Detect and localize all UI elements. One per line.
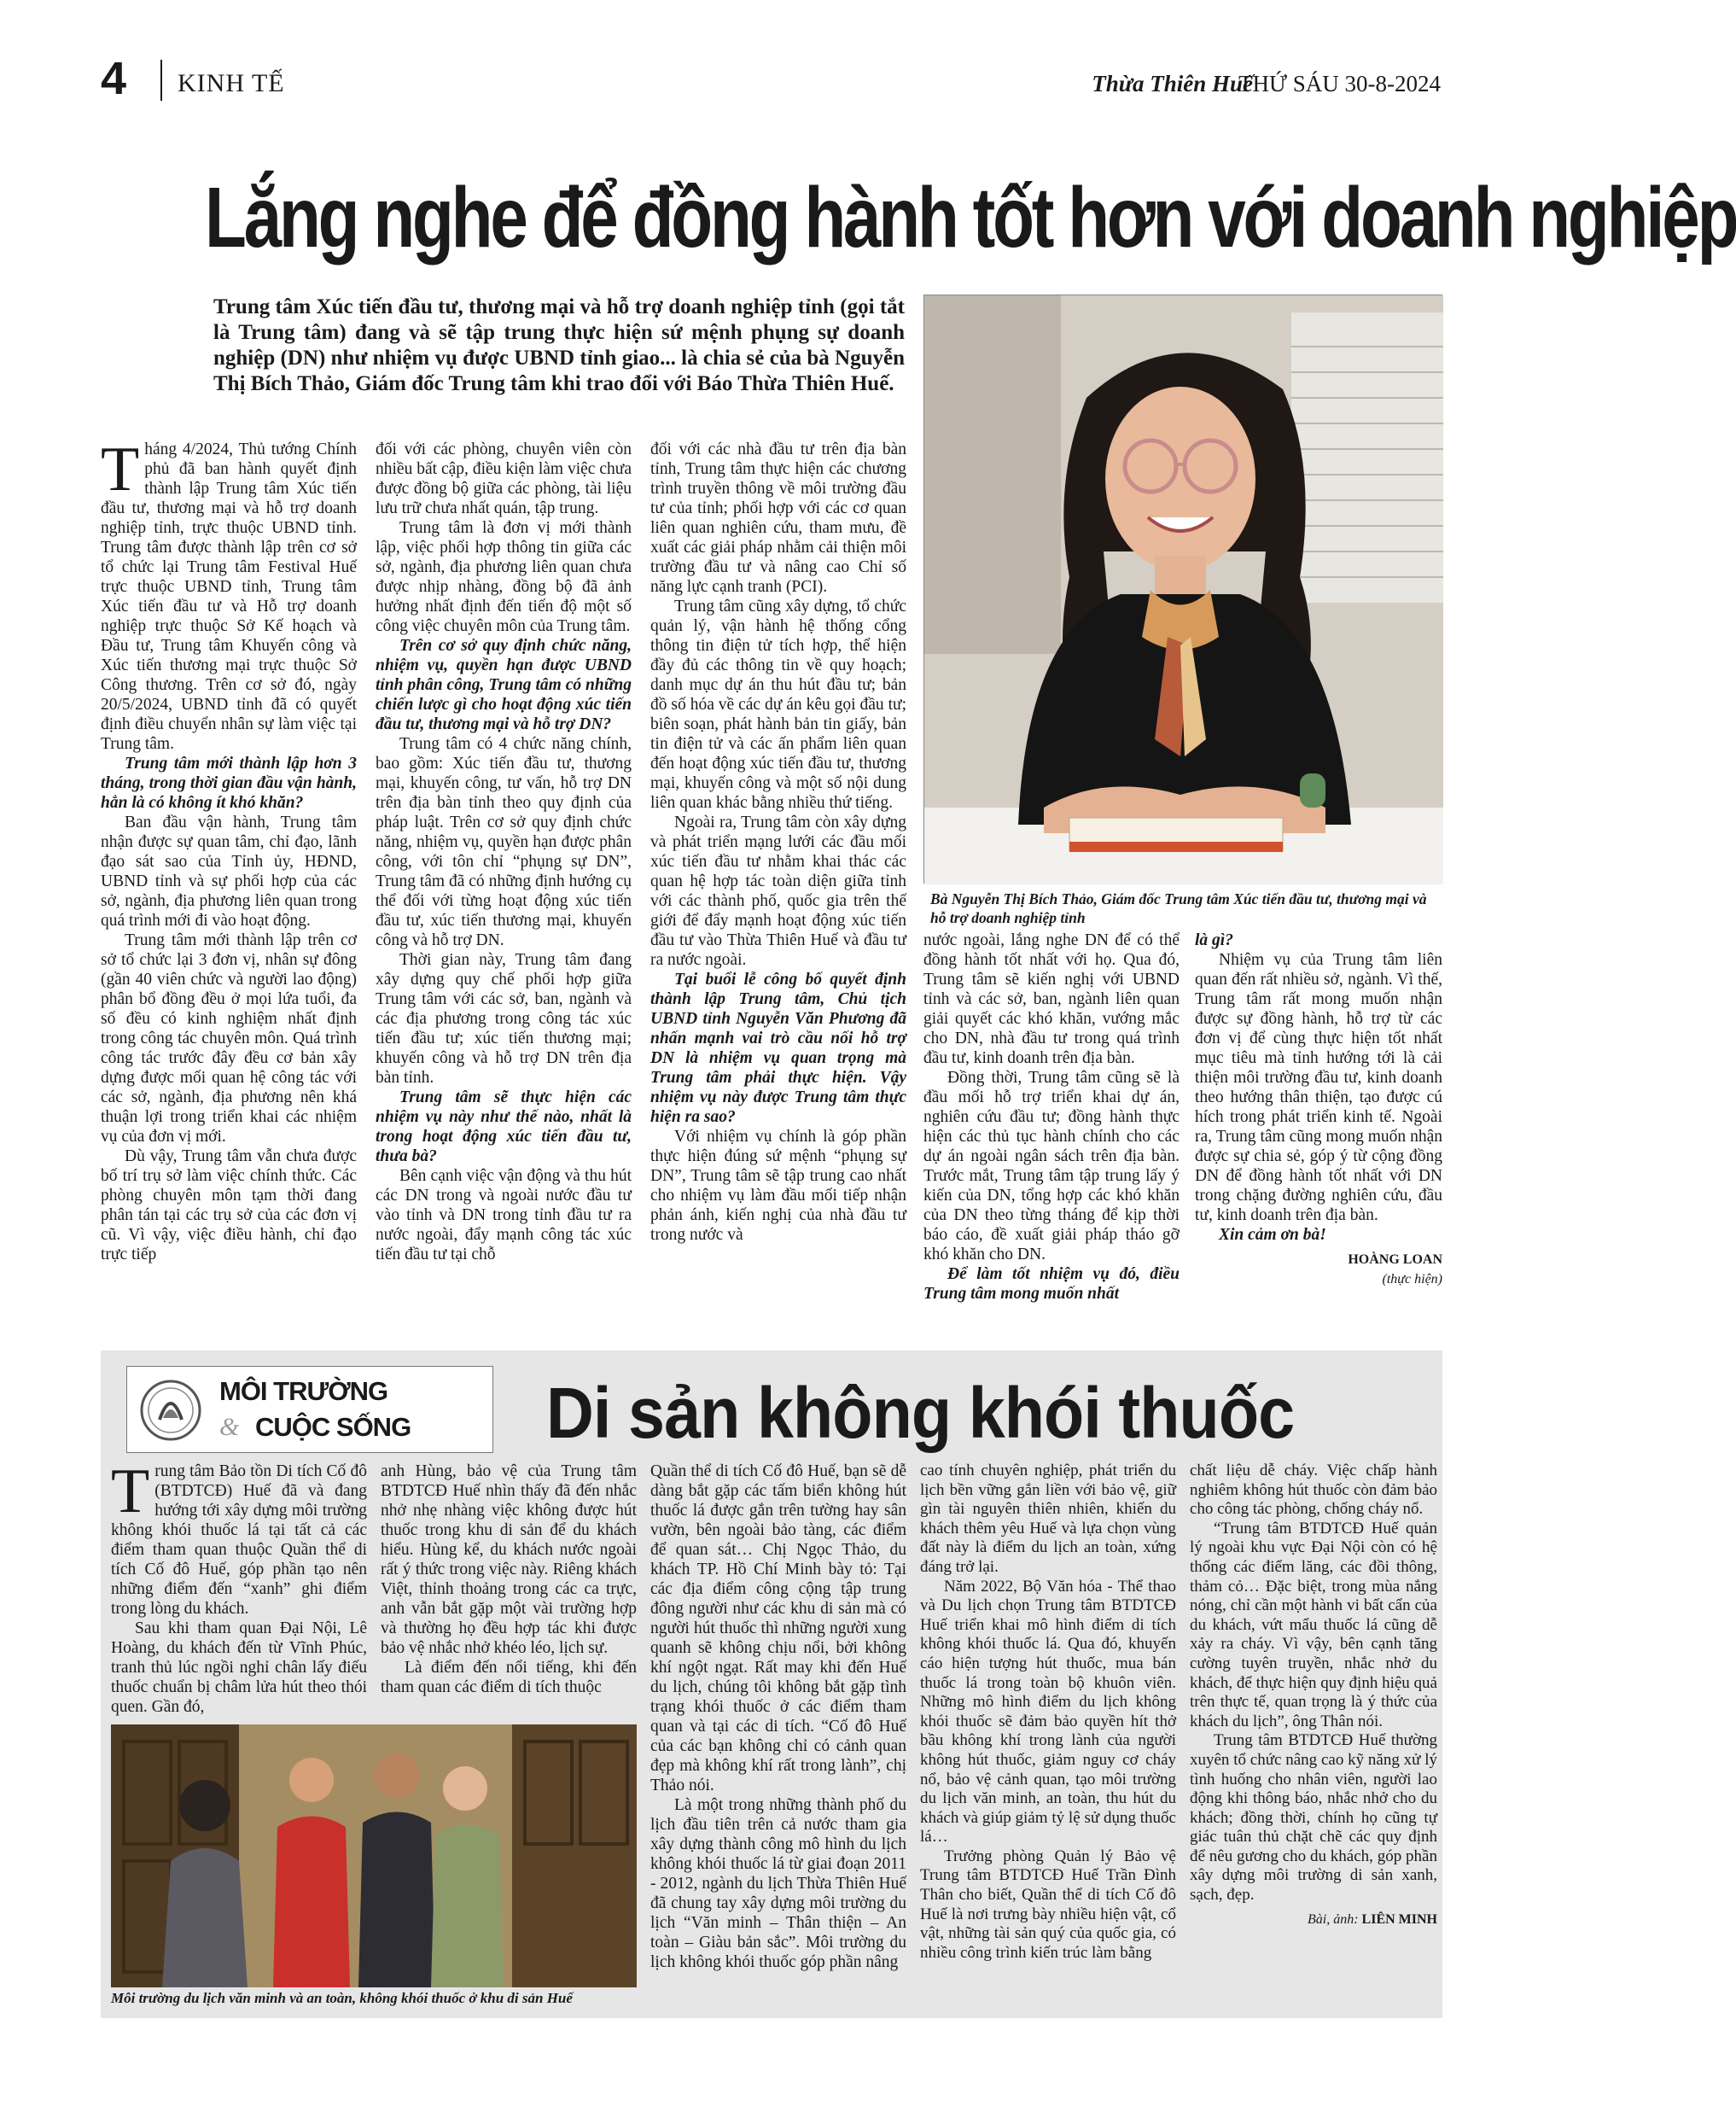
article1-column-5 — [1195, 931, 1442, 1340]
tourists-illustration — [111, 1724, 637, 1987]
byline — [1190, 1911, 1437, 1930]
byline-name: LIÊN MINH — [1361, 1911, 1437, 1927]
article1-column-1 — [101, 435, 357, 1340]
paragraph: Trung tâm BTDTCĐ Huế thường xuyên tổ chức nâng cao kỹ năng xử lý tình huống cho nhân viên, người lao động khi thông báo, nhắc nhở cho du khách; đồng thời, chính họ cũng tự giác tuân thủ chặt chẽ các quy định để nêu gương cho du khách, góp phần xây dựng môi trường di sản xanh, sạch, đẹp. — [1190, 1731, 1437, 1905]
paragraph: Nhiệm vụ của Trung tâm liên quan đến rất nhiều sở, ngành. Vì thế, Trung tâm rất mong muốn nhận được sự đồng hành, hỗ trợ từ các đơn vị để cùng thực hiện tốt nhất mục tiêu mà tỉnh hướng tới là cải thiện môi trường đầu tư, kinh doanh theo hướng thân thiện, tạo được cú hích trong phát triển kinh tế. Ngoài ra, Trung tâm cũng mong muốn nhận được sự chia sẻ, góp ý từ cộng đồng DN để đồng hành tốt nhất với DN trong chặng đường nghiên cứu, đầu tư, kinh doanh trên địa bàn. — [1195, 951, 1442, 1224]
page-number: 4 — [101, 53, 127, 104]
paragraph: Đồng thời, Trung tâm cũng sẽ là đầu mối hỗ trợ triển khai dự án, nghiên cứu đầu tư; đồng hành thực hiện các thủ tục hành chính cho các dự án ngoài ngân sách trên địa bàn. Trước mắt, Trung tâm tập trung lấy ý kiến của DN, tổng hợp các khó khăn của DN theo từng tháng để kịp thời báo cáo, đề xuất giải pháp tháo gỡ khó khăn cho DN. — [923, 1069, 1180, 1263]
paragraph: rung tâm Bảo tồn Di tích Cố đô (BTDTCĐ) Huế đã và đang hướng tới xây dựng môi trường không khói thuốc lá tại tất cả các điểm tham quan thuộc Quần thể di tích Cố đô Huế, góp phần tạo nên những điểm đến “xanh” ghi điểm trong lòng du khách. — [111, 1462, 367, 1618]
interview-question: Trung tâm mới thành lập hơn 3 tháng, trong thời gian đầu vận hành, hẳn là có không ít khó khăn? — [101, 755, 357, 812]
interview-question: là gì? — [1195, 931, 1233, 949]
article1-lead: Trung tâm Xúc tiến đầu tư, thương mại và hỗ trợ doanh nghiệp tỉnh (gọi tắt là Trung tâm) đang và sẽ tập trung thực hiện sứ mệnh phụng sự doanh nghiệp (DN) như nhiệm vụ được UBND tỉnh giao... là chia sẻ của bà Nguyễn Thị Bích Thảo, Giám đốc Trung tâm khi trao đổi với Báo Thừa Thiên Huế. — [213, 295, 905, 395]
paragraph: “Trung tâm BTDTCĐ Huế quản lý ngoài khu vực Đại Nội còn có hệ thống các điểm lăng, các đồi thông, thảm cỏ… Đặc biệt, trong mùa nắng nóng, chỉ cần một hành vi bất cẩn của du khách, vứt mẩu thuốc lá cũng dễ xảy ra cháy. Vì vậy, bên cạnh tăng cường tuyên truyền, nhắc nhở du khách, để thực hiện quy định hiệu quả trên thực tế, quan trọng là ý thức của khách du lịch”, ông Thân nói. — [1190, 1519, 1437, 1730]
closing-thanks: Xin cảm ơn bà! — [1219, 1226, 1326, 1244]
interview-question: Để làm tốt nhiệm vụ đó, điều Trung tâm mong muốn nhất — [923, 1265, 1180, 1303]
author-note: (thực hiện) — [1382, 1272, 1442, 1287]
paragraph: chất liệu dễ cháy. Việc chấp hành nghiêm không hút thuốc còn đảm bảo cho công tác phòng, chống cháy nổ. — [1190, 1462, 1437, 1519]
drop-cap: T — [101, 435, 140, 505]
paragraph: anh Hùng, bảo vệ của Trung tâm BTDTCĐ Huế nhìn thấy đã đến nhắc nhở nhẹ nhàng việc không được hút thuốc trong khu di sản để du khách hiểu. Hùng kể, du khách nước ngoài rất ý thức trong việc này. Riêng khách Việt, thỉnh thoảng trong các ca trực, anh vẫn bắt gặp một vài trường hợp và thường họ đều hợp tác khi được bảo vệ nhắc nhở khéo léo, lịch sự. — [381, 1462, 637, 1657]
interview-question: Trên cơ sở quy định chức năng, nhiệm vụ, quyền hạn được UBND tỉnh phân công, Trung tâm có những chiến lược gì cho hoạt động xúc tiến đầu tư, thương mại và hỗ trợ DN? — [376, 637, 632, 733]
paragraph: Dù vậy, Trung tâm vẫn chưa được bố trí trụ sở làm việc chính thức. Các phòng chuyên môn tạm thời đang phân tán tại các trụ sở của các đơn vị cũ. Vì vậy, việc điều hành, chỉ đạo trực tiếp — [101, 1147, 357, 1263]
interview-question: Trung tâm sẽ thực hiện các nhiệm vụ này như thế nào, nhất là trong hoạt động xúc tiến đầu tư, thưa bà? — [376, 1088, 632, 1165]
paragraph: Năm 2022, Bộ Văn hóa - Thể thao và Du lịch chọn Trung tâm BTDTCĐ Huế triển khai mô hình điểm di tích không khói thuốc lá. Qua đó, khuyến cáo hiện tượng hút thuốc, mua bán thuốc lá trong toàn bộ khuôn viên. Những mô hình điểm du lịch không khói thuốc sẽ đảm bảo quyền hít thở bầu không khí trong lành của người không hút thuốc, giảm nguy cơ cháy nổ, bảo vệ cảnh quan, tạo môi trường du lịch văn minh, an toàn, thu hút du khách và giúp giảm tỷ lệ sử dụng thuốc lá… — [920, 1577, 1176, 1847]
paragraph: nước ngoài, lắng nghe DN để có thể đồng hành tốt nhất với họ. Qua đó, Trung tâm sẽ kiến nghị với UBND tỉnh và các sở, ban, ngành liên quan giải quyết các khó khăn, vướng mắc cho DN, nhà đầu tư trong quá trình đầu tư, kinh doanh trên địa bàn. — [923, 931, 1180, 1067]
paragraph: Trung tâm là đơn vị mới thành lập, việc phối hợp thông tin giữa các sở, ngành, địa phương liên quan chưa được nhịp nhàng, đồng bộ đã ảnh hưởng nhất định đến tiến độ một số công việc chuyên môn của Trung tâm. — [376, 519, 632, 635]
author-name: HOÀNG LOAN — [1348, 1252, 1442, 1267]
paragraph: cao tính chuyên nghiệp, phát triển du lịch bền vững gắn liền với bảo vệ, giữ gìn tài nguyên thiên nhiên, khiến du khách thêm yêu Huế và lựa chọn vùng đất này là điểm du lịch an toàn, xứng đáng trở lại. — [920, 1462, 1176, 1576]
portrait-photo — [923, 295, 1442, 884]
paragraph: Là một trong những thành phố du lịch đầu tiên trên cả nước tham gia xây dựng thành công mô hình du lịch không khói thuốc lá từ giai đoạn 2011 - 2012, ngành du lịch Thừa Thiên Huế đã chung tay xây dựng môi trường du lịch “Văn minh – Thân thiện – An toàn – Giàu bản sắc”. Môi trường du lịch không khói thuốc góp phần nâng — [650, 1796, 906, 1971]
paragraph: Ngoài ra, Trung tâm còn xây dựng và phát triển mạng lưới các đầu mối xúc tiến đầu tư nhằm khai thác các quan hệ hợp tác toàn diện giữa tỉnh với các thành phố, quốc gia trên thế giới để đẩy mạnh hoạt động xúc tiến đầu tư vào Thừa Thiên Huế và đầu tư ra nước ngoài. — [650, 814, 906, 969]
paragraph: Với nhiệm vụ chính là góp phần thực hiện đúng sứ mệnh “phụng sự DN”, Trung tâm sẽ tập trung cao nhất cho nhiệm vụ làm đầu mối tiếp nhận phản ánh, kiến nghị của nhà đầu tư trong nước và — [650, 1128, 906, 1244]
article2-column-2 — [381, 1462, 637, 1718]
article1-column-3 — [650, 440, 906, 1340]
article1-column-2 — [376, 440, 632, 1340]
paragraph: đối với các phòng, chuyên viên còn nhiều bất cập, điều kiện làm việc chưa được đồng bộ giữa các phòng, tài liệu lưu trữ chưa nhất quán, tập trung. — [376, 441, 632, 517]
paragraph: Trung tâm cũng xây dựng, tổ chức quản lý, vận hành hệ thống cổng thông tin điện tử tích hợp, thể hiện đầy đủ các thông tin về quy hoạch; danh mục dự án thu hút đầu tư; bản đồ số hóa về các dự án kêu gọi đầu tư; biên soạn, phát hành bản tin giấy, bản tin điện tử và các ấn phẩm liên quan đến hoạt động xúc tiến đầu tư, thương mại, khuyến công và một số nội dung liên quan khác bằng nhiều thứ tiếng. — [650, 598, 906, 812]
article2-column-1 — [111, 1456, 367, 1718]
portrait-caption: Bà Nguyễn Thị Bích Thảo, Giám đốc Trung tâm Xúc tiến đầu tư, thương mại và hỗ trợ doanh nghiệp tỉnh — [930, 890, 1427, 926]
paragraph: Bên cạnh việc vận động và thu hút các DN trong và ngoài nước đầu tư vào tỉnh và DN trong tỉnh đầu tư ra nước ngoài, đẩy mạnh công tác xúc tiến đầu tư tại chỗ — [376, 1167, 632, 1263]
section-label-box — [126, 1366, 493, 1453]
article2-column-5 — [1190, 1462, 1437, 2004]
tourists-photo-caption: Môi trường du lịch văn minh và an toàn, không khói thuốc ở khu di sản Huế — [111, 1990, 573, 2006]
paragraph: đối với các nhà đầu tư trên địa bàn tỉnh, Trung tâm thực hiện các chương trình truyền thông về môi trường đầu tư của tỉnh; phối hợp với các cơ quan liên quan nghiên cứu, tham mưu, đề xuất các giải pháp nhằm cải thiện môi trường đầu tư và nâng cao Chỉ số năng lực cạnh tranh (PCI). — [650, 441, 906, 596]
paragraph: Ban đầu vận hành, Trung tâm nhận được sự quan tâm, chỉ đạo, lãnh đạo sát sao của Tỉnh ủy, HĐND, UBND tỉnh và sự phối hợp của các sở, ngành, địa phương liên quan trong quá trình mới đi vào hoạt động. — [101, 814, 357, 930]
paragraph: Trưởng phòng Quản lý Bảo vệ Trung tâm BTDTCĐ Huế Trần Đình Thân cho biết, Quần thể di tích Cố đô Huế là nơi trưng bày nhiều hiện vật, cổ vật, những tài sản quý của quốc gia, có nhiều công trình kiến trúc làm bằng — [920, 1847, 1176, 1962]
paragraph: Trung tâm mới thành lập trên cơ sở tổ chức lại 3 đơn vị, nhân sự đông (gần 40 viên chức và người lao động) phân bổ đồng đều ở mọi lứa tuổi, đa số đều có kinh nghiệm nhất định trong công tác chuyên môn. Quá trình công tác trước đây đều cơ bản xây dựng được mối quan hệ công tác với các sở, ngành, địa phương nên khá thuận lợi trong triển khai các nhiệm vụ của đơn vị mới. — [101, 931, 357, 1146]
paragraph: háng 4/2024, Thủ tướng Chính phủ đã ban hành quyết định thành lập Trung tâm Xúc tiến đầu tư, thương mại và hỗ trợ doanh nghiệp tỉnh, trực thuộc UBND tỉnh. Trung tâm được thành lập trên cơ sở tổ chức lại Trung tâm Festival Huế trực thuộc UBND tỉnh, Trung tâm Xúc tiến đầu tư và Hỗ trợ doanh nghiệp trực thuộc Sở Kế hoạch và Đầu tư, Trung tâm Khuyến công và Xúc tiến thương mại trực thuộc Sở Công thương. Trên cơ sở đó, ngày 20/5/2024, UBND tỉnh đã có quyết định điều chuyển nhân sự làm việc tại Trung tâm. — [101, 441, 357, 753]
portrait-illustration — [924, 295, 1443, 884]
ministry-logo-icon — [139, 1377, 202, 1444]
paragraph: Trung tâm có 4 chức năng chính, bao gồm: Xúc tiến đầu tư, thương mại, khuyến công, tư vấn, hỗ trợ DN trên địa bàn tỉnh theo quy định của pháp luật. Trên cơ sở quy định chức năng, nhiệm vụ, quyền hạn được phân công, với tôn chỉ “phụng sự DN”, Trung tâm đã có những định hướng cụ thể đối với từng hoạt động xúc tiến đầu tư, xúc tiến thương mại, khuyến công và hỗ trợ DN. — [376, 735, 632, 949]
section-label-bottom: CUỘC SỐNG — [255, 1412, 411, 1442]
section-label-top: MÔI TRƯỜNG — [219, 1376, 388, 1406]
section-name: KINH TẾ — [178, 69, 285, 97]
newspaper-name: Thừa Thiên Huế — [1092, 71, 1253, 96]
article2-column-4 — [920, 1462, 1176, 2004]
drop-cap: T — [111, 1456, 150, 1526]
header-divider — [160, 60, 162, 101]
paragraph: Thời gian này, Trung tâm đang xây dựng quy chế phối hợp giữa Trung tâm với các sở, ban, ngành và các địa phương trong công tác xúc tiến đầu tư; xúc tiến thương mại; khuyến công và hỗ trợ DN trên địa bàn tỉnh. — [376, 951, 632, 1087]
paragraph: Quần thể di tích Cố đô Huế, bạn sẽ dễ dàng bắt gặp các tấm biển không hút thuốc lá được gắn trên tường hay sân vườn, bên ngoài bảo tàng, các điểm để quan sát… Chị Ngọc Thảo, du khách TP. Hồ Chí Minh bày tỏ: Tại các địa điểm công cộng tập trung đông người như các khu di sản mà có người hút thuốc thì những người xung quanh sẽ không chịu nổi, bởi không khí ngột ngạt. Rất may khi đến Huế du lịch, chúng tôi không bắt gặp tình trạng khói thuốc ở các điểm tham quan và tại các di tích. “Cố đô Huế của các bạn không chỉ có cảnh quan đẹp mà không khí rất trong lành”, chị Thảo nói. — [650, 1462, 906, 1794]
interview-question: Tại buổi lễ công bố quyết định thành lập Trung tâm, Chủ tịch UBND tỉnh Nguyễn Văn Phương đã nhấn mạnh vai trò cầu nối hỗ trợ DN là nhiệm vụ quan trọng mà Trung tâm phải thực hiện. Vậy nhiệm vụ này được Trung tâm thực hiện ra sao? — [650, 971, 906, 1126]
byline-prefix: Bài, ảnh: — [1308, 1911, 1359, 1927]
page-header — [101, 53, 1441, 104]
issue-date: THỨ SÁU 30-8-2024 — [1238, 71, 1441, 96]
paragraph: Là điểm đến nổi tiếng, khi đến tham quan các điểm di tích thuộc — [381, 1659, 637, 1696]
article2-headline: Di sản không khói thuốc — [546, 1373, 1295, 1453]
article1-column-4 — [923, 931, 1180, 1340]
article2-column-3 — [650, 1462, 906, 2004]
tourists-photo — [111, 1724, 637, 1987]
paragraph: Sau khi tham quan Đại Nội, Lê Hoàng, du khách đến từ Vĩnh Phúc, tranh thủ lúc ngồi nghỉ chân lấy điếu thuốc chuẩn bị châm lửa hút theo thói quen. Gần đó, — [111, 1619, 367, 1716]
section-label-ampersand: & — [219, 1413, 240, 1441]
article1-headline: Lắng nghe để đồng hành tốt hơn với doanh nghiệp — [205, 170, 1736, 265]
